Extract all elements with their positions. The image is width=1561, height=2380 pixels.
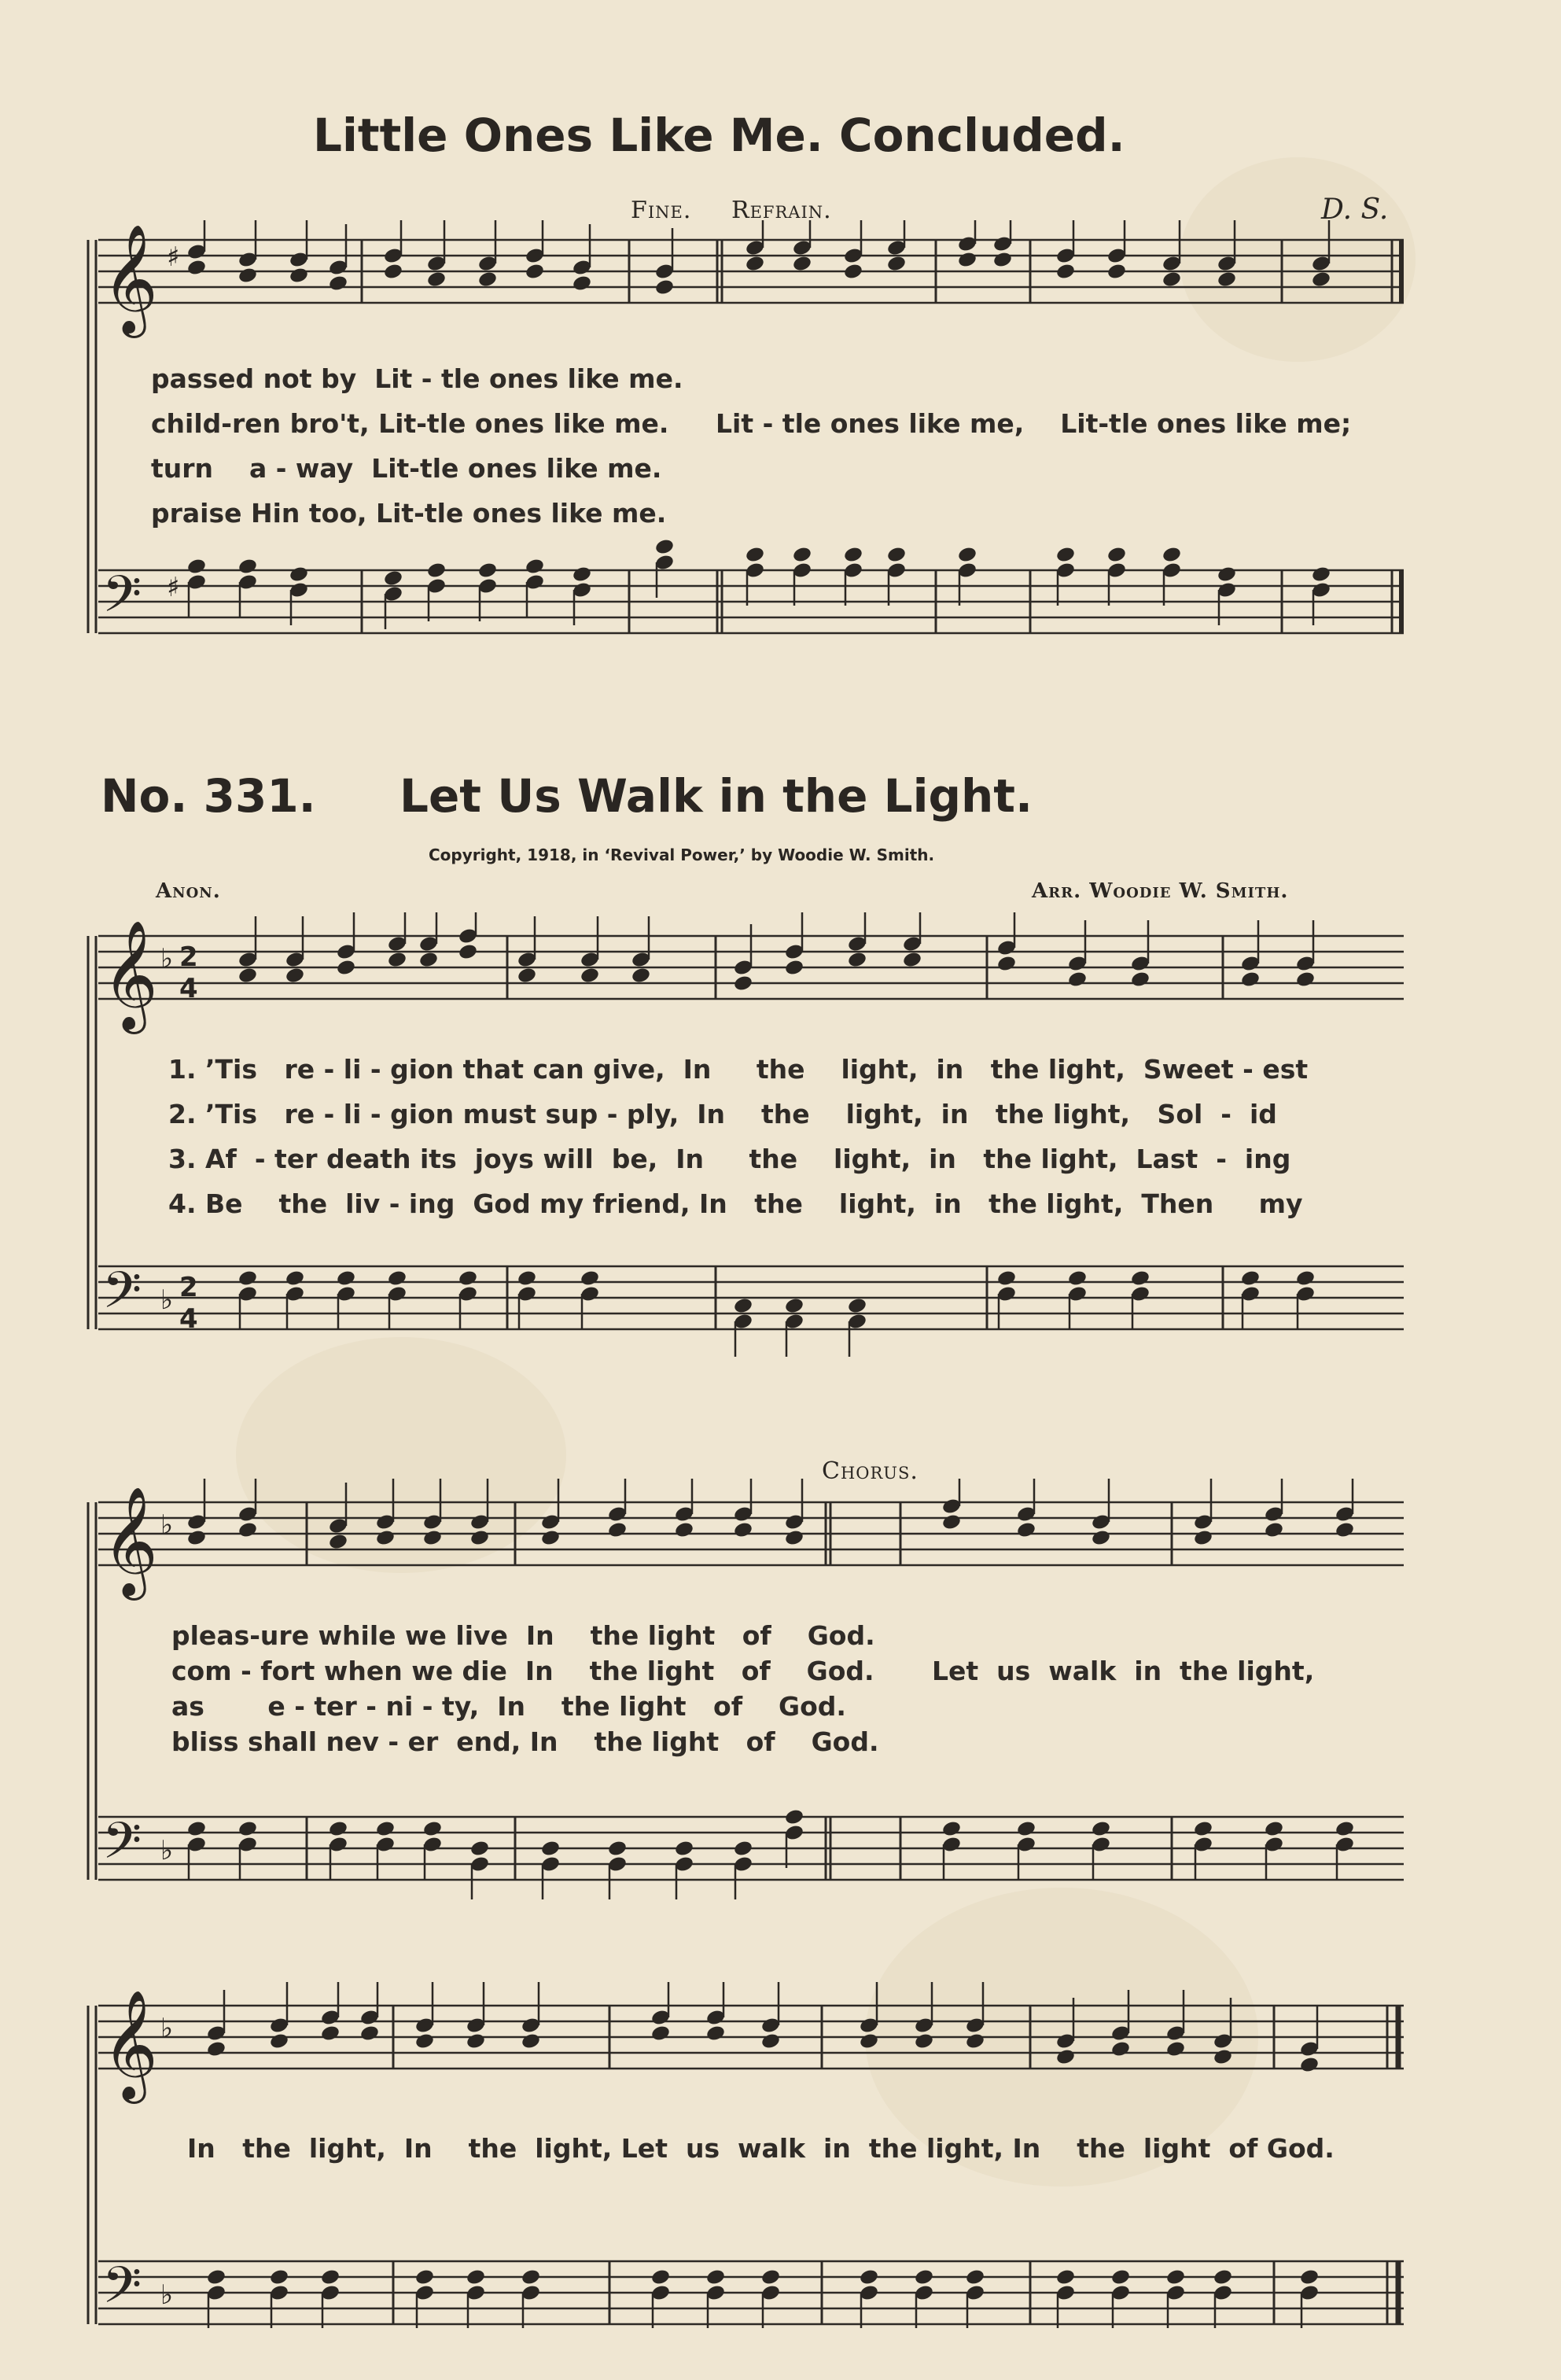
verse-line: 4. Be the liv - ing God my friend, In the light, in the light, Then my [168,1188,1303,1219]
verse-line: as e - ter - ni - ty, In the light of God. [171,1691,846,1722]
verse-line: bliss shall nev - er end, In the light of God. [171,1726,879,1757]
song2-title: Let Us Walk in the Light. [399,769,1033,823]
notehead [941,1820,962,1838]
svg-text:♭: ♭ [160,1835,174,1866]
notehead [1311,566,1331,584]
notehead [886,546,907,564]
notehead [760,2032,781,2050]
notehead [1217,271,1237,289]
notehead [328,274,348,293]
notehead [206,2040,226,2058]
notehead [965,2268,985,2286]
notehead [1055,546,1076,564]
notehead [458,1269,478,1288]
notehead [580,1269,600,1288]
svg-text:♭: ♭ [160,2013,174,2044]
notehead [186,1820,207,1838]
notehead [525,558,545,576]
notehead [996,955,1017,973]
notehead [847,1297,867,1315]
notehead [458,943,478,961]
svg-text:♭: ♭ [160,1509,174,1541]
treble-clef-icon: 𝄞 [102,920,158,1030]
notehead [674,1521,694,1539]
notehead [477,271,498,289]
notehead [847,951,867,969]
time-signature-top: 2 [179,1272,198,1303]
notehead [383,263,403,281]
notehead [336,959,356,977]
notehead [914,2268,934,2286]
notehead [1213,2048,1233,2066]
song1-verse-lyrics [151,363,683,543]
notehead [886,255,907,273]
notehead [359,2024,380,2043]
notehead [1110,2040,1131,2058]
notehead [914,2032,934,2050]
notehead [285,1269,305,1288]
notehead [572,566,592,584]
notehead [414,2268,435,2286]
notehead [1193,1529,1213,1547]
notehead [992,251,1013,269]
notehead [1106,263,1127,281]
notehead [1162,271,1182,289]
notehead [1193,1820,1213,1838]
notehead [328,1533,348,1551]
notehead [320,2268,341,2286]
verse-line: pleas-ure while we live In the light of God. [171,1620,875,1651]
notehead [1299,2056,1320,2074]
notehead [957,546,977,564]
notehead [1067,971,1088,989]
treble-clef-icon: 𝄞 [102,1990,158,2099]
notehead [607,1840,628,1858]
notehead [843,263,863,281]
notehead [383,569,403,588]
notehead [1162,546,1182,564]
notehead [375,1529,396,1547]
refrain-mark: Refrain. [731,197,832,224]
notehead [1217,566,1237,584]
notehead [843,546,863,564]
words-credit: Anon. [156,879,221,903]
notehead [792,546,812,564]
notehead [237,1269,258,1288]
notehead [237,1521,258,1539]
chorus-line: Let us walk in the light, [932,1656,1315,1686]
notehead [1311,271,1331,289]
song2-system3-lyric: In the light, In the light, Let us walk in the light, In the light of God. [187,2133,1335,2164]
notehead [206,2268,226,2286]
bass-clef-icon: 𝄢 [102,1262,142,1332]
song2-system1-lyrics [168,1054,1308,1233]
system3-bass-staff [98,2257,1404,2327]
svg-text:♭: ♭ [160,2279,174,2311]
notehead [1335,1521,1355,1539]
notehead [859,2268,879,2286]
notehead [733,974,753,993]
notehead [375,1820,396,1838]
notehead [469,1840,490,1858]
notehead [1264,1521,1284,1539]
notehead [422,1820,443,1838]
notehead [1295,971,1316,989]
notehead [237,1820,258,1838]
notehead [1240,971,1261,989]
song-number: No. 331. [101,769,316,823]
notehead [705,2024,726,2043]
notehead [1335,1820,1355,1838]
song1-verse-line: praise Hin too, Lit-tle ones like me. [151,498,667,529]
notehead [320,2024,341,2043]
notehead [237,558,258,576]
notehead [1299,2268,1320,2286]
notehead [631,967,651,985]
notehead [521,2032,541,2050]
notehead [1055,2268,1076,2286]
notehead [965,2032,985,2050]
notehead [1055,263,1076,281]
notehead [422,1529,443,1547]
notehead [1055,2048,1076,2066]
notehead [237,267,258,285]
notehead [525,263,545,281]
notehead [674,1840,694,1858]
notehead [1091,1820,1111,1838]
notehead [1264,1820,1284,1838]
verse-line: 3. Af - ter death its joys will be, In the light, in the light, Last - ing [168,1144,1291,1174]
svg-text:♭: ♭ [160,943,174,974]
notehead [418,951,439,969]
notehead [1067,1269,1088,1288]
notehead [607,1521,628,1539]
notehead [1240,1269,1261,1288]
bass-clef-icon: 𝄢 [102,1812,142,1883]
arranger-credit: Arr. Woodie W. Smith. [1032,879,1289,903]
notehead [745,546,765,564]
notehead [957,251,977,269]
song1-title: Little Ones Like Me. Concluded. [313,109,1125,162]
notehead [1130,1269,1151,1288]
song1-verse-line: passed not by Lit - tle ones like me. [151,363,683,394]
notehead [387,951,407,969]
notehead [186,558,207,576]
notehead [859,2032,879,2050]
notehead [540,1840,561,1858]
notehead [654,278,675,297]
notehead [1106,546,1127,564]
fine-mark: Fine. [631,197,692,224]
svg-text:♭: ♭ [160,1284,174,1316]
notehead [902,951,922,969]
notehead [186,259,207,277]
notehead [1110,2268,1131,2286]
notehead [1213,2268,1233,2286]
notehead [572,274,592,293]
notehead [426,562,447,580]
notehead [996,1269,1017,1288]
svg-text:♯: ♯ [167,241,180,273]
notehead [285,967,305,985]
notehead [941,1513,962,1531]
notehead [784,959,804,977]
ds-mark: D. S. [1321,193,1389,226]
notehead [760,2268,781,2286]
notehead [792,255,812,273]
notehead [733,1840,753,1858]
notehead [517,967,537,985]
notehead [387,1269,407,1288]
notehead [745,255,765,273]
notehead [328,1820,348,1838]
chorus-label: Chorus. [822,1457,919,1485]
notehead [784,1297,804,1315]
notehead [466,2268,486,2286]
notehead [466,2032,486,2050]
song1-verse-line: child-ren bro't, Lit-tle ones like me. [151,408,669,439]
notehead [1165,2268,1186,2286]
notehead [289,267,309,285]
notehead [1016,1521,1036,1539]
time-signature-top: 2 [179,941,198,973]
notehead [426,271,447,289]
song1-verse-line: turn a - way Lit-tle ones like me. [151,453,662,484]
notehead [289,566,309,584]
notehead [1295,1269,1316,1288]
song1-refrain-line: Lit - tle ones like me, Lit-tle ones like me; [716,408,1352,439]
notehead [517,1269,537,1288]
verse-line: 1. ’Tis re - li - gion that can give, In the light, in the light, Sweet - est [168,1054,1309,1085]
notehead [1130,971,1151,989]
treble-clef-icon: 𝄞 [102,1487,158,1596]
notehead [650,2024,671,2043]
song2-system3-score [79,1982,1416,2360]
notehead [784,1808,804,1826]
bass-clef-icon: 𝄢 [102,2257,142,2327]
verse-line: com - fort when we die In the light of God. [171,1656,874,1686]
notehead [414,2032,435,2050]
notehead [269,2032,289,2050]
notehead [336,1269,356,1288]
notehead [733,1521,753,1539]
verse-line: 2. ’Tis re - li - gion must sup - ply, In the light, in the light, Sol - id [168,1099,1277,1129]
song2-system2-lyrics [171,1620,879,1762]
treble-clef-icon: 𝄞 [102,224,158,333]
notehead [186,1529,207,1547]
notehead [1091,1529,1111,1547]
svg-text:♯: ♯ [167,572,180,603]
time-signature-bottom: 4 [179,1303,198,1335]
notehead [477,562,498,580]
notehead [469,1529,490,1547]
notehead [733,1297,753,1315]
bass-clef-icon: 𝄢 [102,566,142,636]
notehead [269,2268,289,2286]
notehead [540,1529,561,1547]
notehead [1016,1820,1036,1838]
notehead [521,2268,541,2286]
notehead [705,2268,726,2286]
notehead [580,967,600,985]
notehead [237,967,258,985]
notehead [784,1529,804,1547]
time-signature-bottom: 4 [179,973,198,1004]
system3-treble-staff [98,1990,1404,2104]
copyright-notice: Copyright, 1918, in ‘Revival Power,’ by Woodie W. Smith. [429,846,935,864]
notehead [1165,2040,1186,2058]
notehead [650,2268,671,2286]
